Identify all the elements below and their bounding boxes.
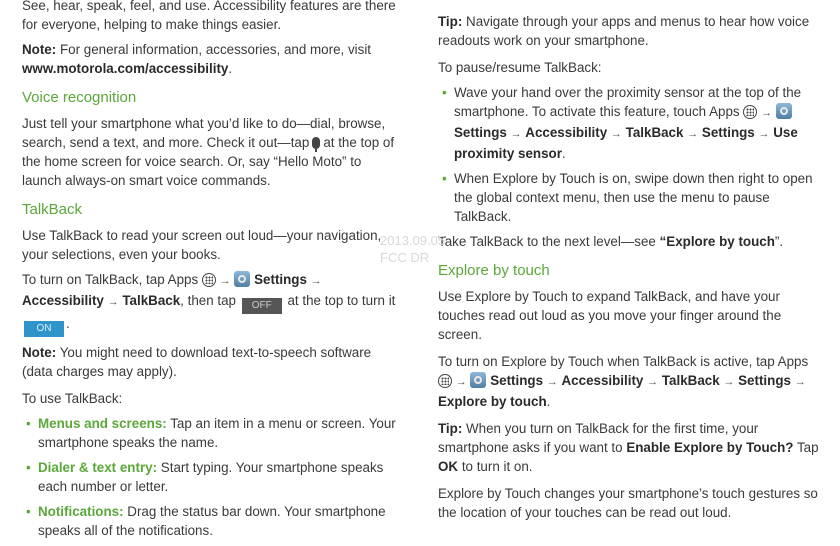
toggle-on-indicator: ON [24, 321, 64, 337]
right-column [438, 12, 823, 528]
use-talkback-list [22, 414, 402, 540]
list-item: • Wave your hand over the proximity sensor at the top of the smartphone. To activate this feature, touch Apps → Settings → Accessibility → TalkBack → Settings → Use proximity sensor. [442, 85, 802, 161]
settings-gear-icon [470, 372, 486, 388]
explore-by-touch-link[interactable]: “Explore by touch [659, 234, 775, 249]
list-item: • When Explore by Touch is on, swipe down then right to open the global context menu, then use the menu to pause TalkBack. [442, 171, 813, 224]
apps-icon [438, 374, 452, 388]
tip-first-time: Tip: When you turn on TalkBack for the first time, your smartphone asks if you want to Enable Explore by Touch? Tap OK to turn it on. [438, 421, 819, 474]
microphone-icon [312, 137, 320, 149]
list-item: • Dialer & text entry: Start typing. Your smartphone speaks each number or letter. [26, 460, 384, 494]
bullet-icon: • [442, 171, 447, 186]
list-item: • Notifications: Drag the status bar down. Your smartphone speaks all of the notifications. [26, 504, 386, 538]
tip-navigate: Tip: Navigate through your apps and menus to hear how voice readouts work on your smartphone. [438, 14, 810, 48]
watermark [380, 232, 445, 266]
explore-text: Use Explore by Touch to expand TalkBack, and have your touches read out loud as you move your finger around the screen. [438, 289, 782, 342]
toggle-off-indicator: OFF [242, 298, 282, 314]
explore-by-touch-heading: Explore by touch [438, 262, 550, 279]
talkback-heading: TalkBack [22, 201, 83, 218]
talkback-turn-on-instructions: To turn on TalkBack, tap Apps → Settings → Accessibility → TalkBack, then tap OFF at the top to turn it ON . [22, 270, 402, 337]
voice-recognition-text: Just tell your smartphone what you’d like to do—dial, browse, search, send a text, and more. Check it out—tap at the top of the home screen for voice search. Or, say “Hello Moto” to launch always-on smart voice commands. [22, 116, 395, 188]
watermark-date: 2013.09.05 [380, 233, 446, 248]
settings-gear-icon [234, 271, 250, 287]
left-column [22, 0, 402, 546]
next-level-text: Take TalkBack to the next level—see “Explore by touch”. [438, 234, 784, 249]
note-tts: Note: You might need to download text-to-speech software (data charges may apply). [22, 345, 372, 379]
bullet-icon: • [26, 504, 31, 519]
settings-gear-icon [776, 103, 792, 119]
pause-resume-list [438, 83, 823, 226]
note-accessibility: Note: For general information, accessories, and more, visit www.motorola.com/accessibility. [22, 42, 372, 76]
final-text: Explore by Touch changes your smartphone’s touch gestures so the location of your touches can be read out loud. [438, 486, 818, 520]
list-item: • Menus and screens: Tap an item in a menu or screen. Your smartphone speaks the name. [26, 416, 396, 450]
apps-icon [743, 105, 757, 119]
talkback-text: Use TalkBack to read your screen out loud—your navigation, your selections, even your books. [22, 228, 382, 262]
voice-recognition-heading: Voice recognition [22, 89, 137, 106]
pause-resume-heading: To pause/resume TalkBack: [438, 60, 602, 75]
accessibility-url-link[interactable]: www.motorola.com/accessibility [22, 61, 229, 76]
bullet-icon: • [26, 460, 31, 475]
use-talkback-heading: To use TalkBack: [22, 391, 123, 406]
bullet-icon: • [26, 416, 31, 431]
apps-icon [202, 273, 216, 287]
intro-text: See, hear, speak, feel, and use. Accessibility features are there for everyone, helping to make things easier. [22, 0, 396, 32]
bullet-icon: • [442, 85, 447, 100]
explore-turn-on-instructions: To turn on Explore by Touch when TalkBack is active, tap Apps → Settings → Accessibility → TalkBack → Settings → Explore by touch. [438, 354, 809, 409]
watermark-code: FCC DR [380, 250, 430, 265]
